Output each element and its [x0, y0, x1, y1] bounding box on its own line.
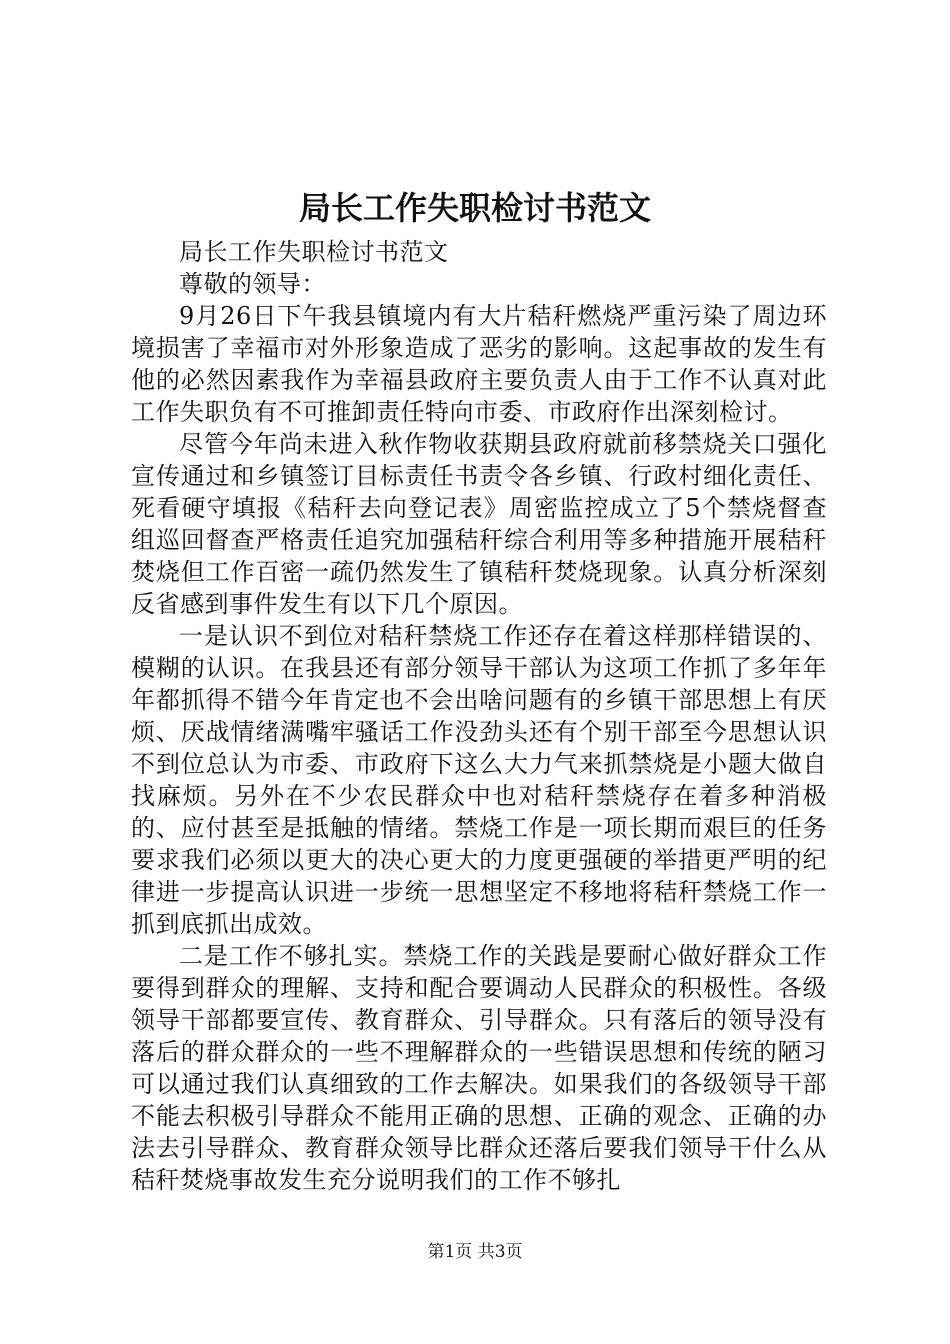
salutation: 尊敬的领导： — [179, 270, 326, 298]
paragraph-4: 二是工作不够扎实。禁烧工作的关践是要耐心做好群众工作要得到群众的理解、支持和配合要调动人民群众的积极性。各级领导干部都要宣传、教育群众、引导群众。只有落后的领导没有落后的群众群众的一些不理解群众的一些错误思想和传统的陋习可以通过我们认真细致的工作去解决。如果我们的各级领导干部不能去积极引导群众不能用正确的思想、正确的观念、正确的办法去引导群众、教育群众领导比群众还落后要我们领导干什么从秸秆焚烧事故发生充分说明我们的工作不够扎 — [131, 942, 827, 1194]
document-body — [131, 236, 827, 1196]
document-subtitle: 局长工作失职检讨书范文 — [179, 238, 449, 266]
paragraph-3: 一是认识不到位对秸秆禁烧工作还存在着这样那样错误的、模糊的认识。在我县还有部分领导干部认为这项工作抓了多年年年都抓得不错今年肯定也不会出啥问题有的乡镇干部思想上有厌烦、厌战情绪满嘴牢骚话工作没劲头还有个别干部至今思想认识不到位总认为市委、市政府下这么大力气来抓禁烧是小题大做自找麻烦。另外在不少农民群众中也对秸秆禁烧存在着多种消极的、应付甚至是抵触的情绪。禁烧工作是一项长期而艰巨的任务要求我们必须以更大的决心更大的力度更强硬的举措更严明的纪律进一步提高认识进一步统一思想坚定不移地将秸秆禁烧工作一抓到底抓出成效。 — [131, 622, 827, 938]
paragraph-1: 9月26日下午我县镇境内有大片秸秆燃烧严重污染了周边环境损害了幸福市对外形象造成了恶劣的影响。这起事故的发生有他的必然因素我作为幸福县政府主要负责人由于工作不认真对此工作失职负有不可推卸责任特向市委、市政府作出深刻检讨。 — [131, 302, 827, 426]
page-footer: 第1页 共3页 — [427, 1242, 523, 1262]
document-title: 局长工作失职检讨书范文 — [298, 189, 651, 227]
paragraph-2: 尽管今年尚未进入秋作物收获期县政府就前移禁烧关口强化宣传通过和乡镇签订目标责任书责令各乡镇、行政村细化责任、死看硬守填报《秸秆去向登记表》周密监控成立了5个禁烧督查组巡回督查严格责任追究加强秸秆综合利用等多种措施开展秸秆焚烧但工作百密一疏仍然发生了镇秸秆焚烧现象。认真分析深刻反省感到事件发生有以下几个原因。 — [131, 430, 827, 618]
